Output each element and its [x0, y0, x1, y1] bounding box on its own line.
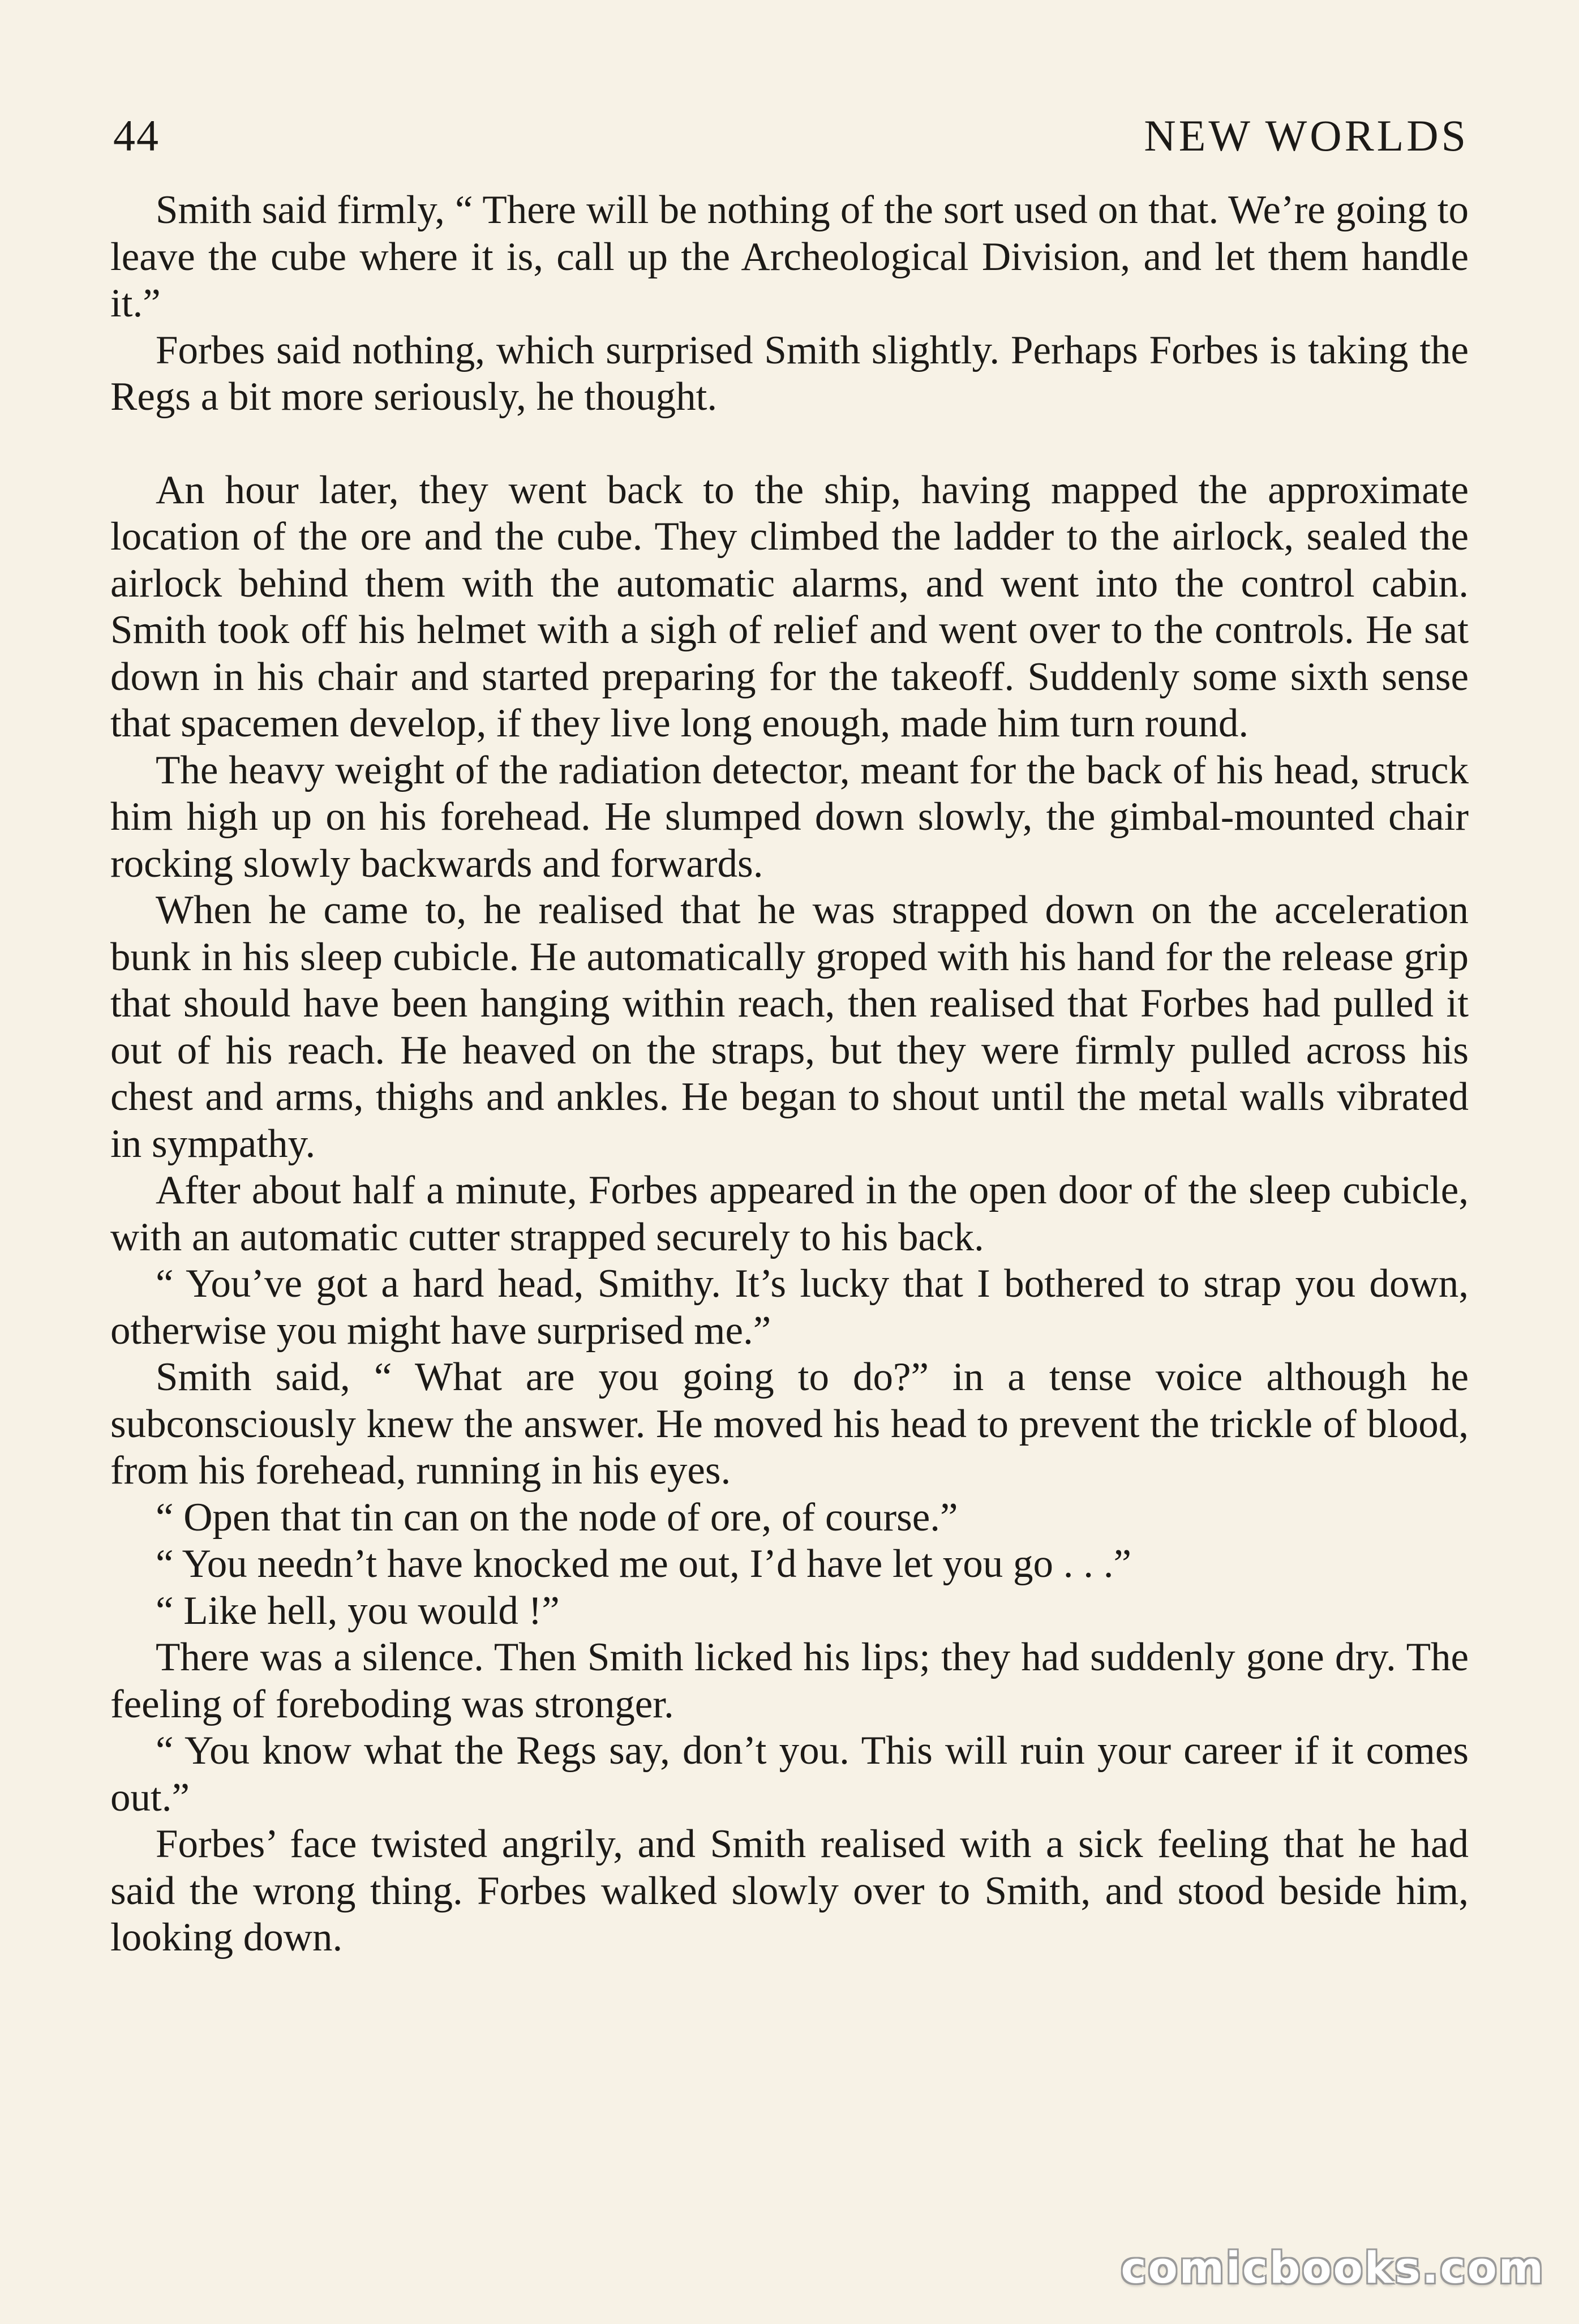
paragraph: Smith said, “ What are you going to do?” in a tense voice although he subconsciously knew the answer. He moved his head to prevent the trickle of blood, from his forehead, running in his eyes.: [110, 1355, 1469, 1493]
paragraph: “ You needn’t have knocked me out, I’d have let you go . . .”: [156, 1542, 1131, 1586]
page-header: [113, 99, 1469, 161]
paragraph: Forbes’ face twisted angrily, and Smith realised with a sick feeling that he had said the wrong thing. Forbes walked slowly over to Smith, and stood beside him, looking down.: [110, 1822, 1469, 1959]
paragraph: “ You know what the Regs say, don’t you. This will ruin your career if it comes out.”: [110, 1729, 1469, 1820]
paragraph: Smith said firmly, “ There will be nothing of the sort used on that. We’re going to leave the cube where it is, call up the Archeological Division, and let them handle it.”: [110, 188, 1469, 325]
story-text: [110, 187, 1469, 1961]
paragraph: The heavy weight of the radiation detector, meant for the back of his head, struck him high up on his forehead. He slumped down slowly, the gimbal-mounted chair rocking slowly backwards and forwards.: [110, 748, 1469, 886]
paragraph: “ Open that tin can on the node of ore, of course.”: [156, 1495, 958, 1540]
paragraph: After about half a minute, Forbes appeared in the open door of the sleep cubicle, with an automatic cutter strapped securely to his back.: [110, 1168, 1469, 1259]
paragraph: Forbes said nothing, which surprised Smith slightly. Perhaps Forbes is taking the Regs a bit more seriously, he thought.: [110, 328, 1469, 419]
page-number: 44: [113, 111, 160, 160]
paragraph: There was a silence. Then Smith licked his lips; they had suddenly gone dry. The feeling of foreboding was stronger.: [110, 1635, 1469, 1726]
paragraph: When he came to, he realised that he was strapped down on the acceleration bunk in his sleep cubicle. He automatically groped with his hand for the release grip that should have been hanging within reach, then realised that Forbes had pulled it out of his reach. He heaved on the straps, but they were firmly pulled across his chest and arms, thighs and ankles. He began to shout until the metal walls vibrated in sympathy.: [110, 888, 1469, 1166]
watermark-logo: comicbooks.com: [1121, 2242, 1545, 2293]
running-head: NEW WORLDS: [1144, 111, 1469, 160]
paragraph: “ Like hell, you would !”: [156, 1588, 560, 1633]
paragraph: An hour later, they went back to the ship, having mapped the approximate location of the ore and the cube. They climbed the ladder to the airlock, sealed the airlock behind them with the automatic alarms, and went into the control cabin. Smith took off his helmet with a sigh of relief and went over to the controls. He sat down in his chair and started preparing for the takeoff. Suddenly some sixth sense that spacemen develop, if they live long enough, made him turn round.: [110, 468, 1469, 745]
paragraph: “ You’ve got a hard head, Smithy. It’s lucky that I bothered to strap you down, otherwise you might have surprised me.”: [110, 1262, 1469, 1353]
